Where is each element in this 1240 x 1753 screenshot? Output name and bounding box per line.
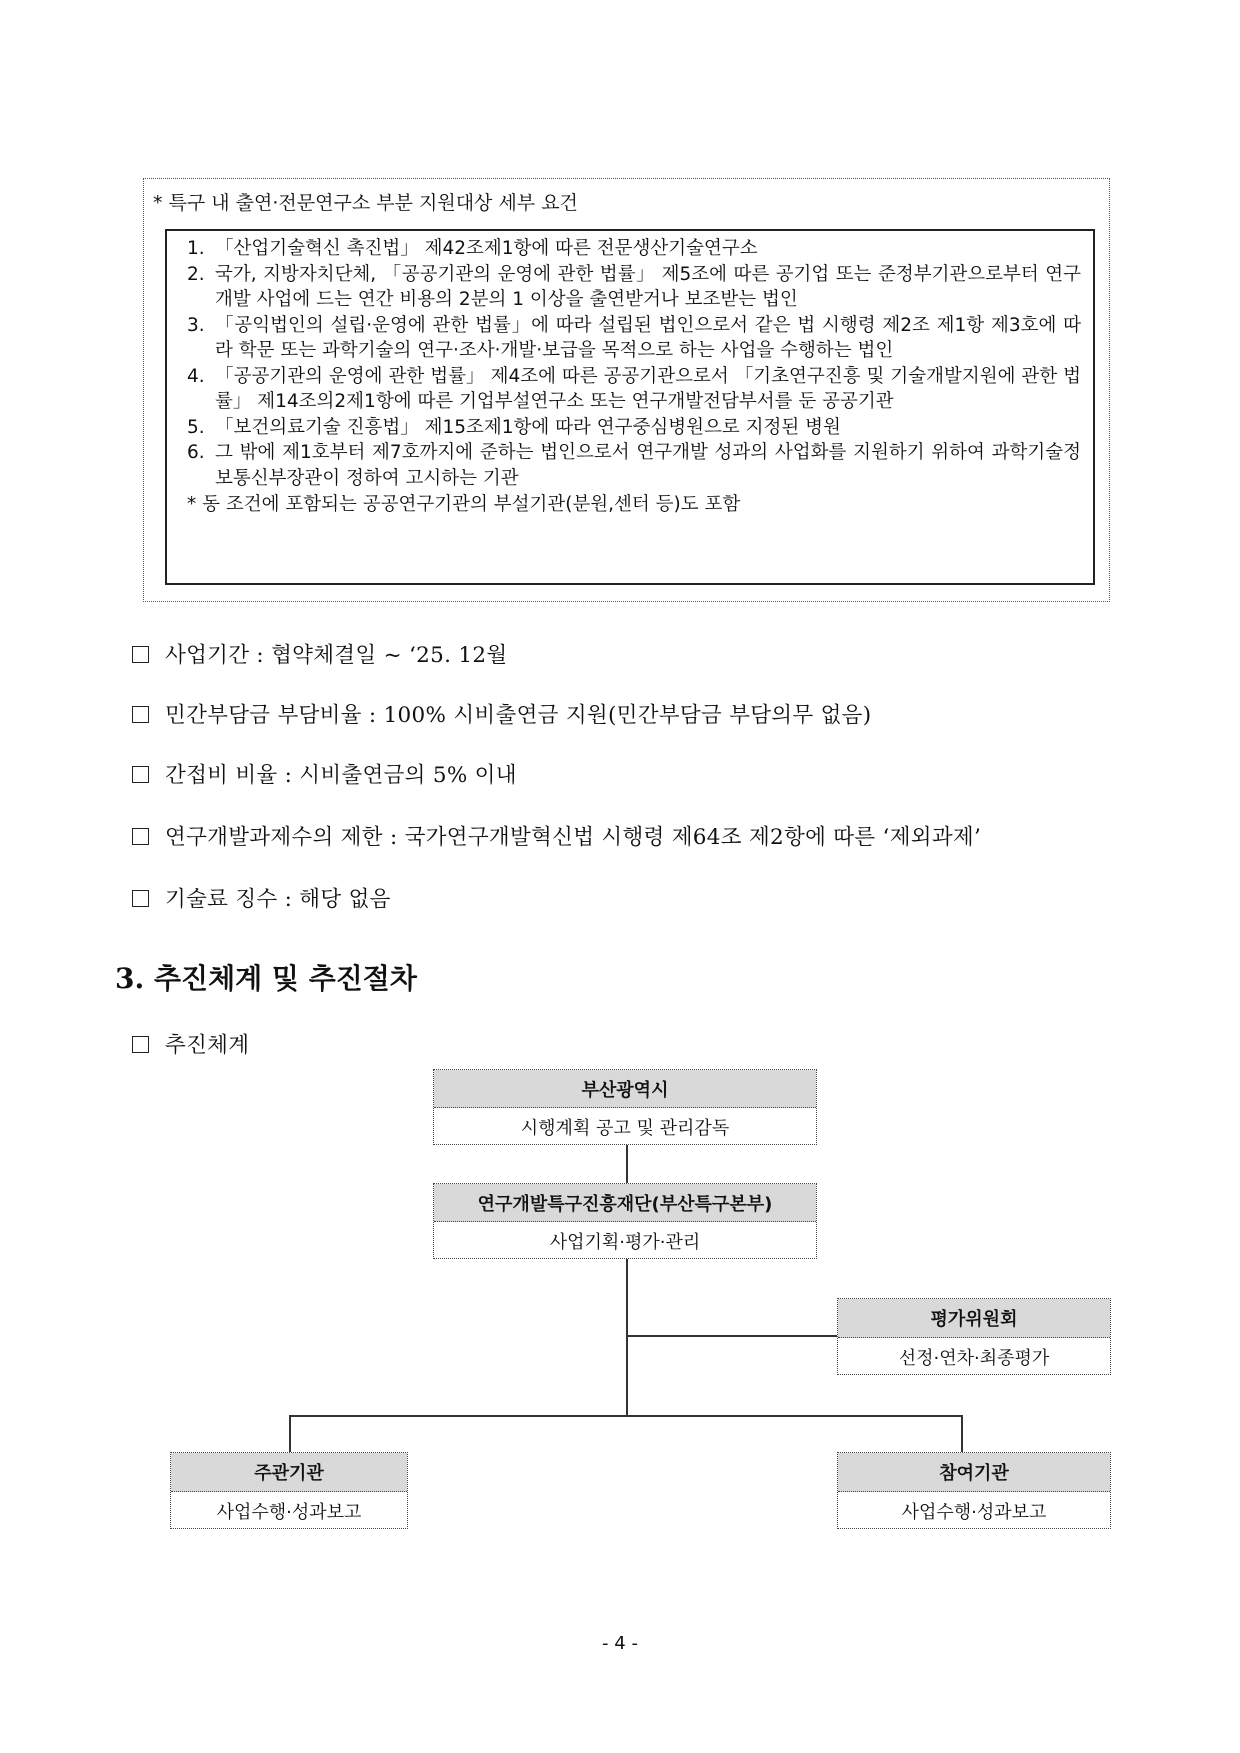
bullet-period-text: 사업기간 : 협약체결일 ~ ‘25. 12월: [165, 643, 508, 668]
requirements-note: * 동 조건에 포함되는 공공연구기관의 부설기관(분원,센터 등)도 포함: [187, 494, 741, 515]
requirement-number: 3.: [187, 314, 205, 336]
org-node-busan: [433, 1069, 817, 1145]
bullet-private-share-text: 민간부담금 부담비율 : 100% 시비출연금 지원(민간부담금 부담의무 없음): [165, 703, 872, 728]
requirement-number: 1.: [187, 238, 205, 259]
bullet-indirect: [132, 758, 517, 789]
org-node-role: 사업수행·성과보고: [216, 1501, 362, 1523]
page-number: - 4 -: [602, 1633, 638, 1654]
bullet-private-share: [132, 698, 871, 729]
org-node-title: 주관기관: [171, 1453, 407, 1492]
org-node-title: 연구개발특구진흥재단(부산특구본부): [434, 1184, 816, 1222]
org-node-role: 사업수행·성과보고: [901, 1501, 1047, 1523]
requirement-item-3: [187, 313, 1081, 364]
org-node-title: 평가위원회: [838, 1299, 1110, 1338]
requirement-text: 국가, 지방자치단체, 「공공기관의 운영에 관한 법률」 제5조에 따른 공기업 또는 준정부기관으로부터 연구개발 사업에 드는 연간 비용의 2분의 1 이상을 출연받거나 보조받는 법인: [215, 263, 1081, 310]
requirement-item-2: [187, 262, 1081, 313]
checkbox-square-icon: [132, 646, 149, 663]
requirement-item-6: [187, 440, 1081, 491]
requirement-item-1: [187, 236, 1081, 262]
bullet-tech-fee: [132, 882, 391, 913]
connector-line: [627, 1335, 838, 1337]
checkbox-square-icon: [132, 828, 149, 845]
connector-line: [961, 1415, 963, 1452]
org-node-role: 선정·연차·최종평가: [898, 1347, 1050, 1369]
connector-line: [626, 1145, 628, 1183]
bullet-task-limit: [132, 820, 981, 851]
org-node-role: 시행계획 공고 및 관리감독: [520, 1117, 730, 1139]
requirement-text: 「공공기관의 운영에 관한 법률」 제4조에 따른 공공기관으로서 「기초연구진흥 및 기술개발지원에 관한 법률」 제14조의2제1항에 따른 기업부설연구소 또는 연구개발전담부서를 둔 공공기관: [215, 365, 1081, 412]
org-node-committee: [837, 1298, 1111, 1375]
requirement-number: 4.: [187, 365, 205, 387]
org-node-participant: [837, 1452, 1111, 1529]
bullet-period: [132, 638, 507, 669]
bullet-tech-fee-text: 기술료 징수 : 해당 없음: [165, 887, 391, 912]
org-node-role: 사업기획·평가·관리: [549, 1231, 701, 1253]
requirements-list: [165, 229, 1095, 585]
bullet-structure-text: 추진체계: [165, 1033, 250, 1058]
bullet-structure: [132, 1028, 249, 1059]
checkbox-square-icon: [132, 766, 149, 783]
org-node-innopolis: [433, 1183, 817, 1259]
requirement-text: 「산업기술혁신 촉진법」 제42조제1항에 따른 전문생산기술연구소: [215, 238, 758, 259]
checkbox-square-icon: [132, 706, 149, 723]
org-node-lead: [170, 1452, 408, 1529]
org-node-title: 부산광역시: [434, 1070, 816, 1108]
requirement-number: 2.: [187, 263, 205, 285]
requirements-title: * 특구 내 출연·전문연구소 부분 지원대상 세부 요건: [153, 192, 578, 214]
section-title: 3. 추진체계 및 추진절차: [115, 962, 417, 995]
connector-line: [289, 1415, 963, 1417]
bullet-task-limit-text: 연구개발과제수의 제한 : 국가연구개발혁신법 시행령 제64조 제2항에 따른 ‘제외과제’: [165, 825, 982, 850]
connector-line: [289, 1415, 291, 1452]
requirement-number: 6.: [187, 442, 205, 463]
checkbox-square-icon: [132, 890, 149, 907]
connector-line: [626, 1259, 628, 1416]
requirement-number: 5.: [187, 416, 205, 438]
bullet-indirect-text: 간접비 비율 : 시비출연금의 5% 이내: [165, 763, 517, 788]
org-node-title: 참여기관: [838, 1453, 1110, 1492]
requirement-item-5: [187, 415, 1081, 441]
requirement-text: 「보건의료기술 진흥법」 제15조제1항에 따라 연구중심병원으로 지정된 병원: [215, 416, 841, 438]
checkbox-square-icon: [132, 1036, 149, 1053]
requirement-item-4: [187, 364, 1081, 415]
requirement-text: 「공익법인의 설립·운영에 관한 법률」에 따라 설립된 법인으로서 같은 법 시행령 제2조 제1항 제3호에 따라 학문 또는 과학기술의 연구·조사·개발·보급을 목적으로 하는 사업을 수행하는 법인: [215, 314, 1081, 361]
requirement-text: 그 밖에 제1호부터 제7호까지에 준하는 법인으로서 연구개발 성과의 사업화를 지원하기 위하여 과학기술정보통신부장관이 정하여 고시하는 기관: [215, 442, 1081, 489]
